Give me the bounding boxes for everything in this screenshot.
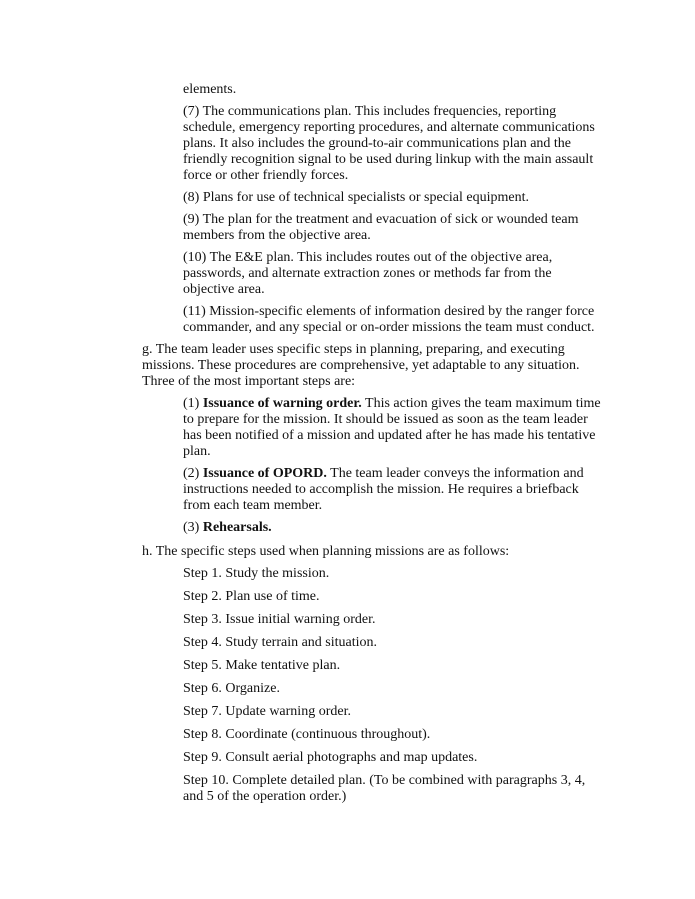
step-8 — [183, 727, 430, 743]
text-line: plan. — [183, 444, 211, 459]
text-line: commander, and any special or on-order missions the team must conduct. — [183, 320, 595, 335]
text-line: instructions needed to accomplish the mission. He requires a briefback — [183, 482, 579, 497]
text-line: members from the objective area. — [183, 228, 371, 243]
item-number: (2) — [183, 466, 203, 481]
text-line: Step 6. Organize. — [183, 681, 280, 696]
item-number: (3) — [183, 520, 203, 535]
text-line — [183, 520, 272, 536]
step-6 — [183, 681, 280, 697]
g-item-3 — [183, 520, 272, 536]
text-line: g. The team leader uses specific steps in planning, preparing, and executing — [142, 342, 565, 357]
step-9 — [183, 750, 477, 766]
text-line: from each team member. — [183, 498, 323, 513]
text-line: Step 1. Study the mission. — [183, 566, 330, 581]
text-line: Step 8. Coordinate (continuous throughout). — [183, 727, 431, 742]
item-11 — [183, 304, 595, 336]
text-line — [183, 466, 584, 482]
text-line: Step 9. Consult aerial photographs and map updates. — [183, 750, 478, 765]
text-line: and 5 of the operation order.) — [183, 789, 347, 804]
g-item-1 — [183, 396, 601, 460]
paragraph-h — [142, 544, 509, 560]
text-line: friendly recognition signal to be used during linkup with the main assault — [183, 152, 594, 167]
text-line: passwords, and alternate extraction zones or methods far from the — [183, 266, 552, 281]
step-3 — [183, 612, 375, 628]
item-8 — [183, 190, 529, 206]
text-line: Step 2. Plan use of time. — [183, 589, 320, 604]
text-line — [183, 396, 601, 412]
step-4 — [183, 635, 377, 651]
step-10 — [183, 773, 585, 805]
item-10 — [183, 250, 552, 298]
item-heading: Issuance of warning order. — [202, 396, 362, 411]
item-7 — [183, 104, 595, 184]
text-line: force or other friendly forces. — [183, 168, 349, 183]
step-2 — [183, 589, 320, 605]
text-line: Three of the most important steps are: — [142, 374, 356, 389]
text-line: (10) The E&E plan. This includes routes out of the objective area, — [183, 250, 553, 265]
text-line: (8) Plans for use of technical specialists or special equipment. — [183, 190, 530, 205]
paragraph-g — [142, 342, 580, 390]
item-text: The team leader conveys the information and — [326, 466, 584, 481]
text-line: Step 7. Update warning order. — [183, 704, 351, 719]
item-number: (1) — [183, 396, 203, 411]
step-5 — [183, 658, 340, 674]
item-text: This action gives the team maximum time — [361, 396, 601, 411]
text-line: Step 5. Make tentative plan. — [183, 658, 341, 673]
step-1 — [183, 566, 329, 582]
text-line: Step 4. Study terrain and situation. — [183, 635, 378, 650]
text-line: has been notified of a mission and updated after he has made his tentative — [183, 428, 596, 443]
text-line: missions. These procedures are comprehensive, yet adaptable to any situation. — [142, 358, 580, 373]
text-line: objective area. — [183, 282, 265, 297]
continued-text — [183, 82, 236, 98]
text-line: h. The specific steps used when planning missions are as follows: — [142, 544, 510, 559]
text-line: schedule, emergency reporting procedures, and alternate communications — [183, 120, 595, 135]
text-line: to prepare for the mission. It should be issued as soon as the team leader — [183, 412, 588, 427]
text-line: elements. — [183, 82, 237, 97]
item-heading: Rehearsals. — [202, 520, 272, 535]
text-line: (7) The communications plan. This includes frequencies, reporting — [183, 104, 557, 119]
text-line: (11) Mission-specific elements of information desired by the ranger force — [183, 304, 595, 319]
item-9 — [183, 212, 579, 244]
g-item-2 — [183, 466, 584, 514]
item-heading: Issuance of OPORD. — [202, 466, 327, 481]
step-7 — [183, 704, 351, 720]
text-line: Step 3. Issue initial warning order. — [183, 612, 376, 627]
text-line: plans. It also includes the ground-to-air communications plan and the — [183, 136, 572, 151]
text-line: (9) The plan for the treatment and evacuation of sick or wounded team — [183, 212, 579, 227]
text-line: Step 10. Complete detailed plan. (To be combined with paragraphs 3, 4, — [183, 773, 586, 788]
